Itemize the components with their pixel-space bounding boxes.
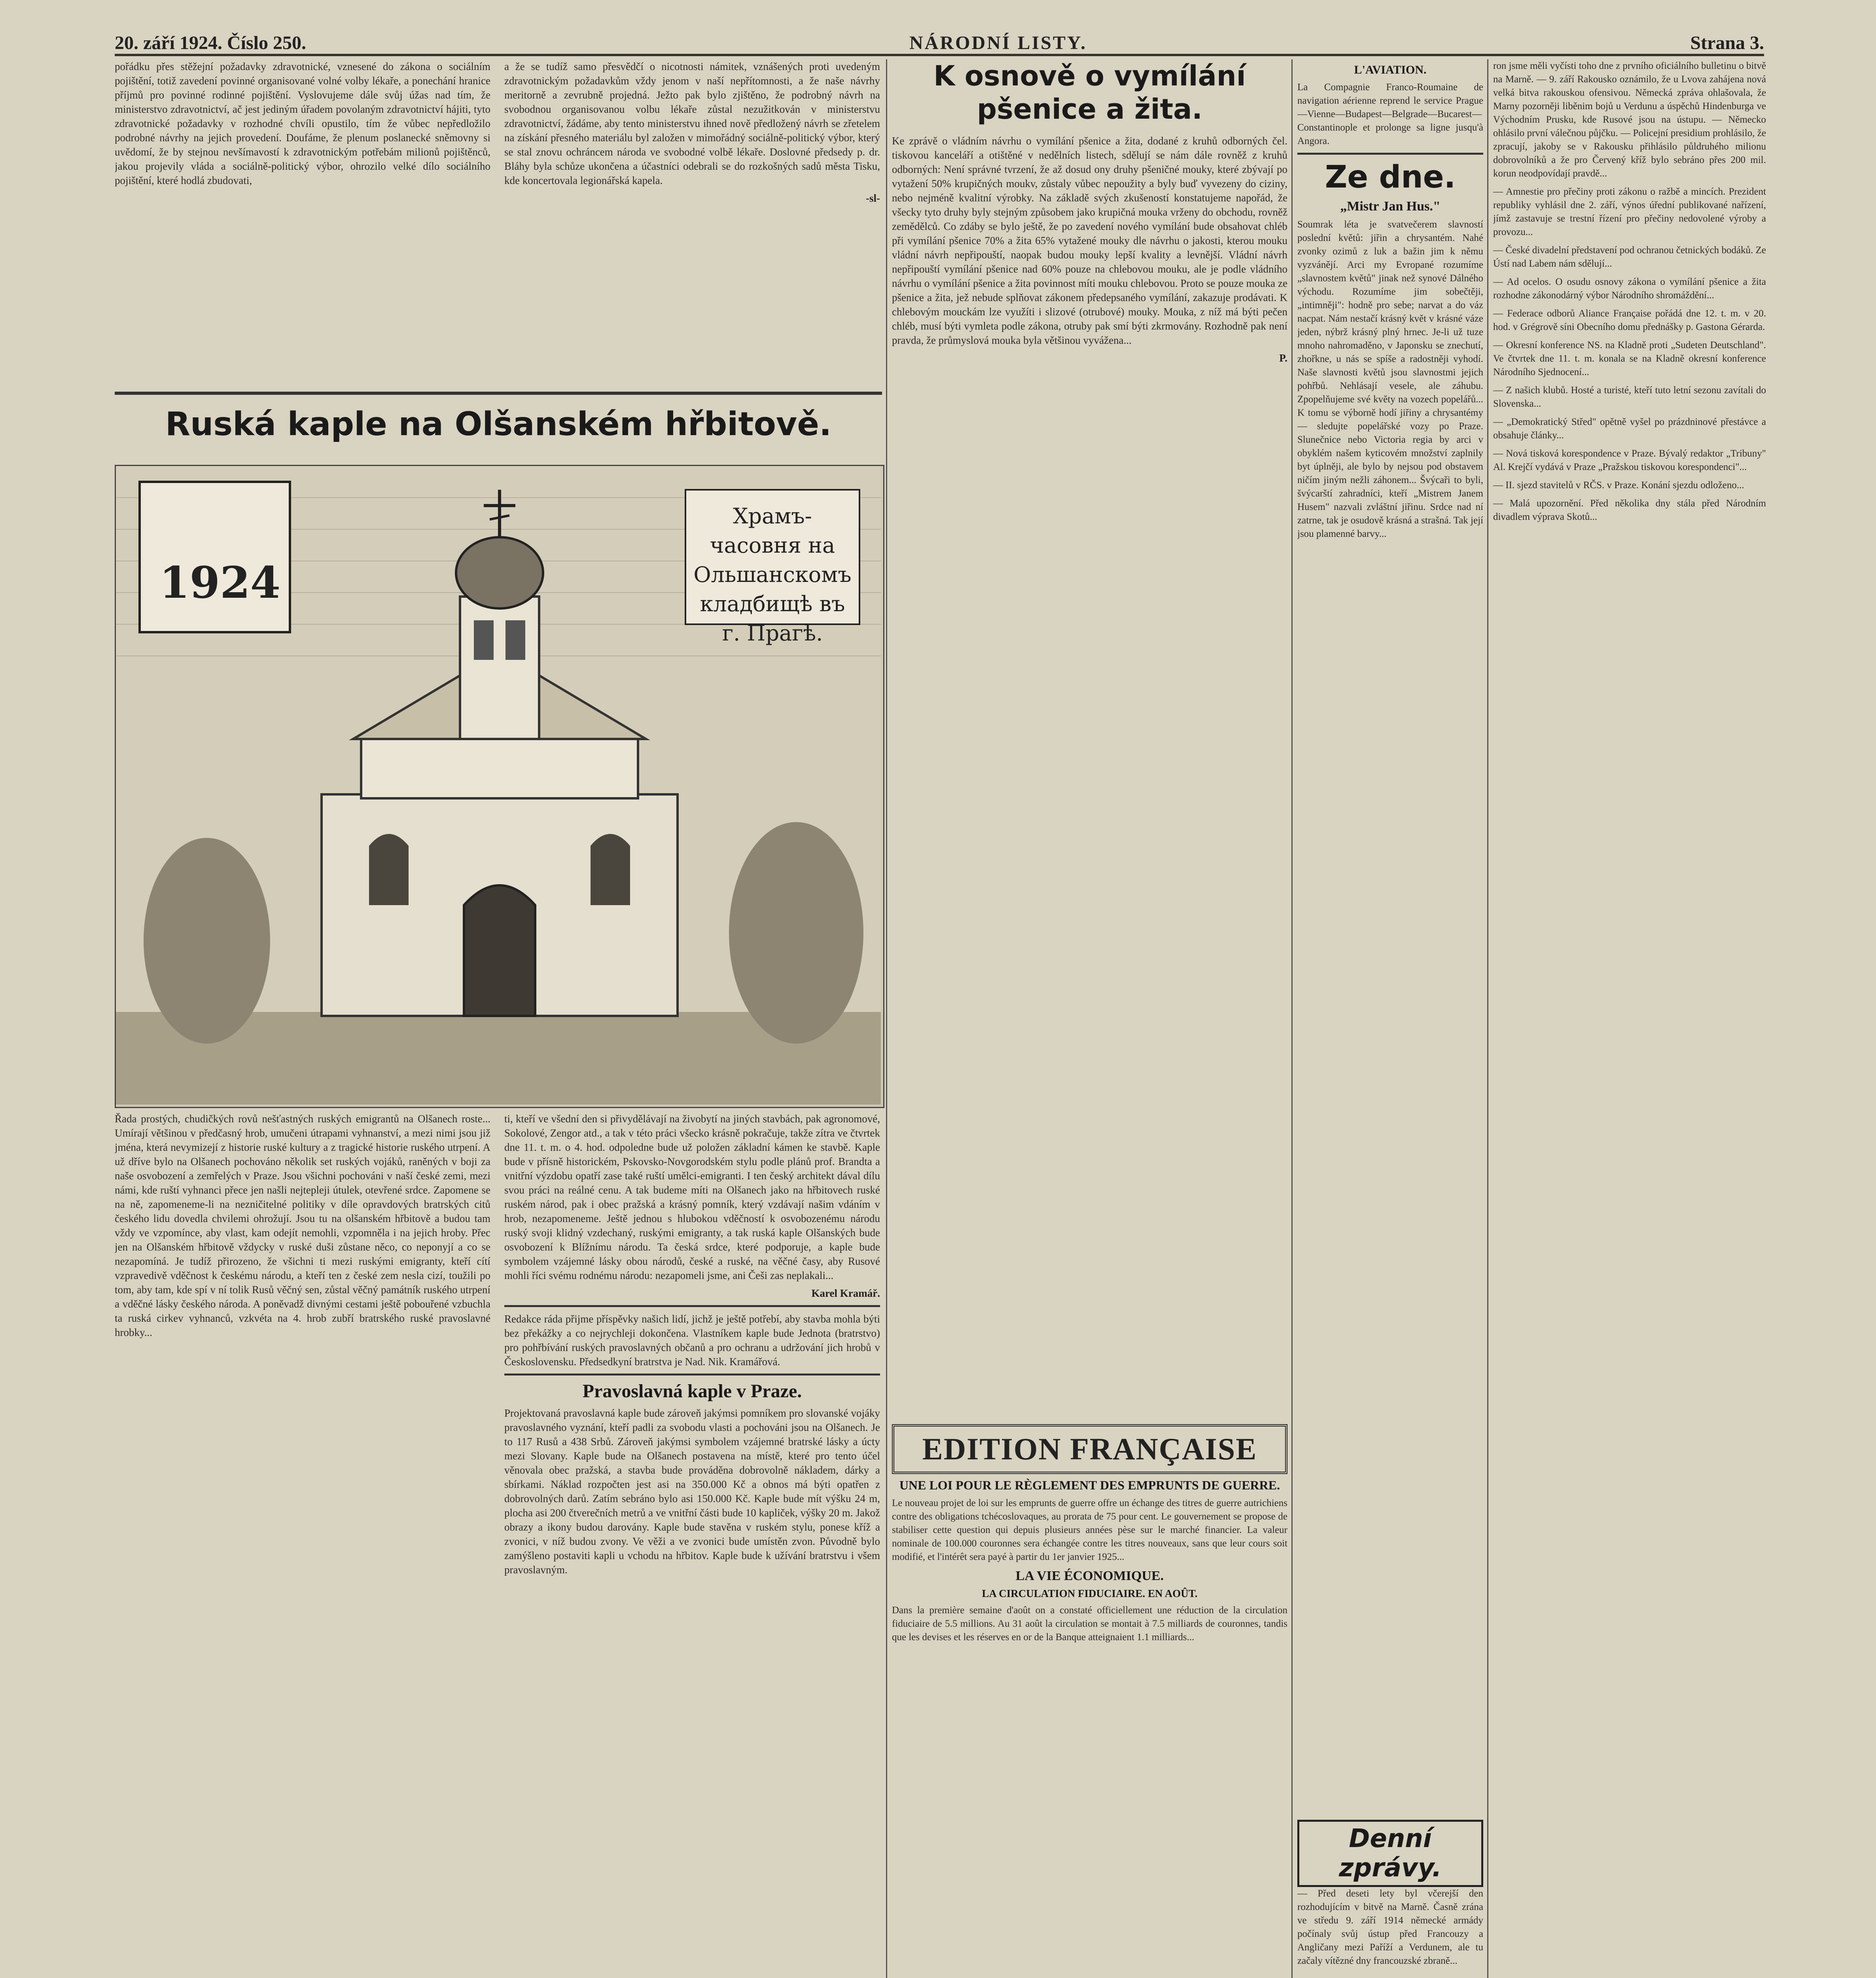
chapel-headline-box bbox=[115, 392, 882, 462]
chapel-illustration bbox=[115, 465, 884, 1108]
separator bbox=[504, 1305, 880, 1307]
article-text: Ke zprávě o vládním návrhu o vymílání pšenice a žita, dodané z kruhů odborných čel. tiskovou kanceláří a otištěné v nedělních listech, sdělují se nám dále rovněž z kruhů odborných: Není správné tvrzení, že až dosud ony druhy pšeničné mouky, které zbývají po vytažení 50% krupičných moukv, zůstaly vůbec nepoužity a byly buď vyvezeny do ciziny, nebo nejméně kvalitní výrobky. Na základě svých zkušeností konstatujeme napořád, že všecky tyto druhy byly stejným způsobem jako krupičná mouka vrženy do obchodu, rovněž zemědělců. Co zdáby se bylo ještě, že po zavedení nového vymílání bude obsahovat chléb při vymílání pšenice 70% a žita 65% vytažené mouky dle návrhu o jakosti, kterou mouku vládní návrh nepřipouští, naopak budou mouky lepší kvality a levnější. Vládní návrh nepřipouští vymílání pšenice nad 60% pouze na chlebovou mouku, ale je podle vládního návrhu o vymílání pšenice a žita povinnost míti mouku chlebovou. Proto se pouze mouka ze pšenice a žita, jež nebude splňovat zákonem předepsaného vymílání, zakazuje prodávati. K chlebovým mouckám lze využíti i slizové (otrubové) mouky. Mouka, z níž má býti pečen chléb, musí býti vymleta podle zákona, otruby pak smí býti zkrmovány. Rozhodně pak není pravda, že průmyslová mouka byla většinou vyvážena... bbox=[892, 135, 1287, 346]
notice-item: — Ad ocelos. O osudu osnovy zákona o vymílání pšenice a žita rozhodne zákonodárný výbor Národního shromáždění... bbox=[1493, 277, 1766, 301]
ze-dne-headline: Ze dne. bbox=[1325, 159, 1456, 195]
denni-zpravy-headline: Denní zprávy. bbox=[1297, 1820, 1483, 1887]
economic-subtitle: LA CIRCULATION FIDUCIAIRE. EN AOÛT. bbox=[982, 1588, 1198, 1599]
paper-name: NÁRODNÍ LISTY. bbox=[909, 32, 1087, 53]
economic-title: LA VIE ÉCONOMIQUE. bbox=[1015, 1569, 1164, 1583]
economic-text: Dans la première semaine d'août on a constaté officiellement une réduction de la circulation fiduciaire de 5.5 millions. Au 31 août la circulation se montait à 7.5 milliards de couronnes, tandis que les devises et les réserves en or de la Banque atteignaient 1.1 milliards... bbox=[892, 1605, 1287, 1643]
ze-dne-col bbox=[1297, 59, 1483, 1978]
aviation-text: La Compagnie Franco-Roumaine de navigation aérienne reprend le service Prague—Vienne—Budapest—Belgrade—Bucarest—Constantinople et prolonge sa ligne jusqu'à Angora. bbox=[1297, 82, 1483, 146]
notice-item: — „Demokratický Střed" opětně vyšel po prázdninové přestávce a obsahuje články... bbox=[1493, 417, 1766, 441]
top-left-article-col2 bbox=[504, 59, 880, 388]
article-text: Soumrak léta je svatvečerem slavností poslední květů: jiřin a chrysantém. Nahé zvonky ozimů z luk a bažin jim k němu vyzvánějí. Arci my Evropané rozumíme „slavnostem květů" jinak než synové Dálného východu. Rozumíme jim sobečtěji, „intimněji": hodně pro sebe; narvat a do váz nacpat. Nám nestačí krásný květ v krásné váze jeden, nýbrž krásný plný hrnec. Je-li už tuze mnoho nahromaděno, v Japonsku se znechutí, zhořkne, u nás se spíše a radostněji vyhodí. Naše slavnosti květů jsou slavnostmi jejich pohřbů. Nehlásají vesele, ale záhubu. Zpopelňujeme své květy na vozech popelářů... K tomu se výborně hodí jiřiny a chrysantémy — sledujte popelářské vozy po Praze. Slunečnice nebo Victoria regia by arci v obyklém našem kyticovém množství zaplnily byt úplněji, ale bylo by nejsou pod obstavem ničím jiným nežli záhonem... Švýcaři to byli, švýcarští zahradníci, kteří „Mistrem Janem Husem" nazvali zvláštní jiřinu. Srdce nad ní zatrne, tak je osudově krásná a strašná. Tak její jsou plamenné barvy... bbox=[1297, 219, 1483, 539]
intro-text: ron jsme měli vyčísti toho dne z prvního oficiálního bulletinu o bitvě na Marně. — 9. září Rakousko oznámilo, že u Lvova zahájena nová velká bitva rakouskou ofensivou. Německá zpráva ohlašovala, že Marny pozorněji liběnim bojů u Verdunu a úspěchů Hindenburga ve Východním Prusku, kde Rusové jsou na ústupu. — Německo ohlásilo první válečnou půjčku. — Policejní presidium prohlásilo, že zpracují, jakoby se v Rakousku přihlásilo půldruhého milionu dobrovolníků a že pro Červený kříž bylo sebráno přes 200 mil. korun neodpovídají pravdě... bbox=[1493, 61, 1766, 179]
notice-item: — Amnestie pro přečiny proti zákonu o ražbě a mincích. Prezident republiky vyhlásil dne 2. září, výnos úřední publikované nařízení, jímž zastavuje se trestní řízení pro přečiny nedovolené výroby a provozu... bbox=[1493, 186, 1766, 237]
issue-date: 20. září 1924. Číslo 250. bbox=[115, 32, 306, 53]
orthodox-headline: Pravoslavná kaple v Praze. bbox=[582, 1381, 802, 1402]
column-rule bbox=[1291, 59, 1293, 1978]
right-col bbox=[1493, 59, 1766, 1978]
separator bbox=[504, 1374, 880, 1376]
article-signature: P. bbox=[1279, 352, 1287, 364]
ze-dne-subtitle: „Mistr Jan Hus." bbox=[1340, 199, 1441, 214]
edition-francaise-headline: EDITION FRANÇAISE bbox=[892, 1424, 1287, 1474]
separator bbox=[1297, 153, 1483, 155]
top-left-article-col1 bbox=[115, 59, 490, 388]
chapel-headline: Ruská kaple na Olšanském hřbitově. bbox=[165, 405, 832, 443]
notice-item: — Okresní konference NS. na Kladně proti „Sudeten Deutschland". Ve čtvrtek dne 11. t. m. konala se na Kladně okresní konference Národního Sjednocení... bbox=[1493, 340, 1766, 377]
article-text: ti, kteří ve všední den si přivydělávají na živobytí na jiných stavbách, pak agronomové, Sokolové, Zengor atd., a tak v této práci všecko krásně pokračuje, takže zítra ve čtvrtek dne 11. t. m. o 4. hod. odpoledne bude už položen základní kámen ke stavbě. Kaple bude v přísně historickém, Pskovsko-Novgorodském stylu podle plánů prof. Brandta a vnitřní výzdobu opatří zase také ruští umělci-emigranti. I ten český architekt dával dílu svou práci na reálné cenu. A tak budeme míti na Olšanech jako na hřbitovech ruské ruském národ, pak i obec pražská a krásný pomník, který vzdávají našim vdáním v hrob, nezapomeneme. Ještě jednou s hlubokou vděčností k osvobozenému národu ruský svoji klidný vzdechaný, ruskými emigranty, a tak ruská kaple Olšanských bude osvobození k Blížnímu národu. Ta česká srdce, které podporuje, a kaple bude symbolem vzájemné lásky obou národů, české a ruské, na věčné časy, aby Rusové mohli říci svému rodnému národu: nezapomeli jsme, ani Češi zas neplakali... bbox=[504, 1113, 880, 1281]
article-text: Řada prostých, chudičkých rovů nešťastných ruských emigrantů na Olšanech roste... Umírají většinou v předčasný hrob, umučeni útrapami vyhnanství, a mezi nimi jsou již jména, která nevymizejí z historie ruské kultury a z tragické historie ruského utrpení. A už dříve bylo na Olšanech pochováno několik set ruských vojáků, raněných v boji za naše osvobození a zemřelých v Praze. Jsou všichni pochováni v naší české zemi, mezi námi, kde ruští vyhnanci přece jen našli nejtepleji útulek, otevřené srdce. Zapomene se na ně, zapomeneme-li na nezničitelné politiky v díle opravdových bratrských citů českého lidu dovedla chvilemi ohrožují. Jsou tu na olšanském hřbitově a budou tam vždy ve vzpomínce, aby vlast, kam odejít nemohli, vzpomněla i na jejich hroby. Přec jen na Olšanském hřbitově vždycky v ruské duši zůstane něco, co neponyjí a co se nezapomíná. Je tudíž přirozeno, že všichni ti mezi ruskými emigranty, kteří cítí vzpravedivě vděčnost k českému národu, a kteří ten z české zem nesla cizí, toužili po tom, aby tam, kde spí v ní tolik Rusů věčný sen, zůstal věčný památník ruského utrpení a vděčné lásky českého národa. A poněvadž divnými cestami ještě pobouřené vzbuchla ta ruská cirkev vyhnanců, vzkvéta na 4. hrob zubří bratrského ruské pravoslavné hrobky... bbox=[115, 1113, 490, 1338]
article-text: Projektovaná pravoslavná kaple bude zároveň jakýmsi pomníkem pro slovanské vojáky pravoslavného vyznání, kteří padli za svobodu vlasti a pochováni jsou na Olšanech. Je to 117 Rusů a 438 Srbů. Zároveň jakýmsi symbolem vzájemné bratrské lásky a úcty mezi Slovany. Kaple bude na Olšanech postavena na místě, které pro tento účel věnovala obec pražská, a stavba bude prováděna dobrovolně nákladem, dárky a sbírkami. Náklad rozpočten jest asi na 350.000 Kč a obnos má býti opatřen z dobrovolných darů. Zatím sebráno bylo asi 150.000 Kč. Kaple bude mít výšku 24 m, plocha asi 200 čtverečních metrů a ve vnitřní části bude 10 kapliček, výšky 20 m. Jakož obrazy a ikony budou darovány. Kaple bude stavěna v ruském stylu, ponese kříž a zvonici, v níž budou zvony. Ve věži a ve zvonici bude umístěn zvon. Původně bylo zamýšleno postaviti kapli u vchodu na hřbitov. Kaple bude k užívání bratrstvu i všem pravoslavným. bbox=[504, 1407, 880, 1576]
chapel-left-col bbox=[115, 1112, 490, 1978]
notice-text: Redakce ráda přijme příspěvky našich lidí, jichž je ještě potřebí, aby stavba mohla býti bez překážky a co nejrychleji dokončena. Vlastníkem kaple bude Jednota (bratrstvo) pro pohřbívání ruských pravoslavných občanů a pro ochranu a udržování jich hrobů v Československu. Předsedkyní bratrstva je Nad. Nik. Kramářová. bbox=[504, 1313, 880, 1368]
notice-item: — Malá upozornění. Před několika dny stála před Národním divadlem výprava Skotů... bbox=[1493, 498, 1766, 522]
notice-item: — Z našich klubů. Hosté a turisté, kteří tuto letní sezonu zavítali do Slovenska... bbox=[1493, 385, 1766, 409]
aviation-title: L'AVIATION. bbox=[1354, 63, 1427, 76]
page-number: Strana 3. bbox=[1690, 32, 1764, 53]
notice-item: — Federace odborů Aliance Française pořádá dne 12. t. m. v 20. hod. v Grégrově síni Obecního domu přednášky p. Gastona Gérarda. bbox=[1493, 308, 1766, 332]
wheat-article-col bbox=[892, 59, 1287, 1420]
notice-item: — Nová tisková korespondence v Praze. Bývalý redaktor „Tribuny" Al. Krejčí vydává v Praze „Pražskou tiskovou korespondenci"... bbox=[1493, 448, 1766, 472]
column-rule bbox=[886, 59, 887, 1978]
article-text: pořádku přes stěžejní požadavky zdravotnické, vznesené do zákona o sociálním pojištění, totiž zavedení povinné organisované volné volby lékaře, a ponechání hranice příjmů pro povinné rodinné pojištění. Vyslovujeme dále svůj úžas nad tím, že ministerstvo zdravotnictví, ač jest jediným úřadem povolaným zdravotnictví hájiti, tyto zdravotnické požadavky v rozhodné chvíli opustilo, tím že vůbec nepředložilo podrobné návrhy na jejich provedení. Doufáme, že plenum poslanecké sněmovny si uvědomí, že by stejnou nevšímavostí k zdravotnickým potřebám milionů pojištěnců, jakou projevily vláda a sociálně-politický výbor, ohrozilo velké dílo sociálního pojištění, které hodlá zbudovati, bbox=[115, 61, 490, 186]
denni-zpravy-box bbox=[1297, 1820, 1483, 1978]
law-text: Le nouveau projet de loi sur les emprunts de guerre offre un échange des titres de guerre autrichiens contre des obligations tchécoslovaques, au prorata de 75 pour cent. Le gouvernement se propose de stabiliser cette question qui depuis plusieurs années pèse sur le marché financier. La valeur nominale de 100.000 couronnes sera échangée contre les titres nouveaux, sans que leur cours soit modifié, et l'intérêt sera payé à partir du 1er janvier 1925... bbox=[892, 1498, 1287, 1562]
law-title: UNE LOI POUR LE RÈGLEMENT DES EMPRUNTS DE GUERRE. bbox=[899, 1478, 1280, 1492]
article-text: a že se tudíž samo přesvědčí o nicotnosti námitek, vznášených proti uvedeným zdravotnickým požadavkům vždy jenom v naší nepřítomnosti, a že naše návrhy meritorně a zevrubně projedná. Ježto pak bylo zjištěno, že podrobný návrh na svobodnou organisovanou volbu lékaře zůstal nezužitkován v ministerstvu zdravotnictví, žádáme, aby tento ministerstvu ihned nově předložený návrh se zřetelem na získání přesného materiálu byl založen v mimořádný sociálně-politický výbor, který se stal znovu ochráncem národa ve svobodné volbě lékaře. Doslovné předsedy p. dr. Bláhy byla schůze ukončena a účastníci odebrali se do rozkošných sadů města Tisku, kde koncertovala legionářská kapela. bbox=[504, 61, 880, 186]
column-rule bbox=[1487, 59, 1488, 1978]
page-header bbox=[115, 25, 1764, 56]
notice-item: — České divadelní představení pod ochranou četnických bodáků. Ze Ústí nad Labem nám sdělují... bbox=[1493, 245, 1766, 269]
notice-item: — II. sjezd stavitelů v RČS. v Praze. Konání sjezdu odloženo... bbox=[1493, 480, 1744, 491]
edition-francaise-col bbox=[892, 1420, 1287, 1978]
article-text: — Před deseti lety byl včerejší den rozhodujícím v bitvě na Marně. Časně zrána ve středu 9. září 1914 německé armády počínaly svůj ústup před Francouzy a Angličany mezi Paříží a Verdunem, ale tu začaly vítězné dny francouzské zbraně... bbox=[1297, 1888, 1483, 1966]
wheat-headline: K osnově o vymílání pšenice a žita. bbox=[933, 60, 1246, 125]
caption-text: Храмъ-часовня на Ольшанскомъ кладбищѣ въ г. Прагѣ. bbox=[693, 504, 852, 646]
article-signature: -sl- bbox=[866, 192, 880, 204]
caption-year: 1924 bbox=[159, 557, 281, 608]
chapel-right-col bbox=[504, 1112, 880, 1978]
article-signature: Karel Kramář. bbox=[811, 1287, 880, 1299]
